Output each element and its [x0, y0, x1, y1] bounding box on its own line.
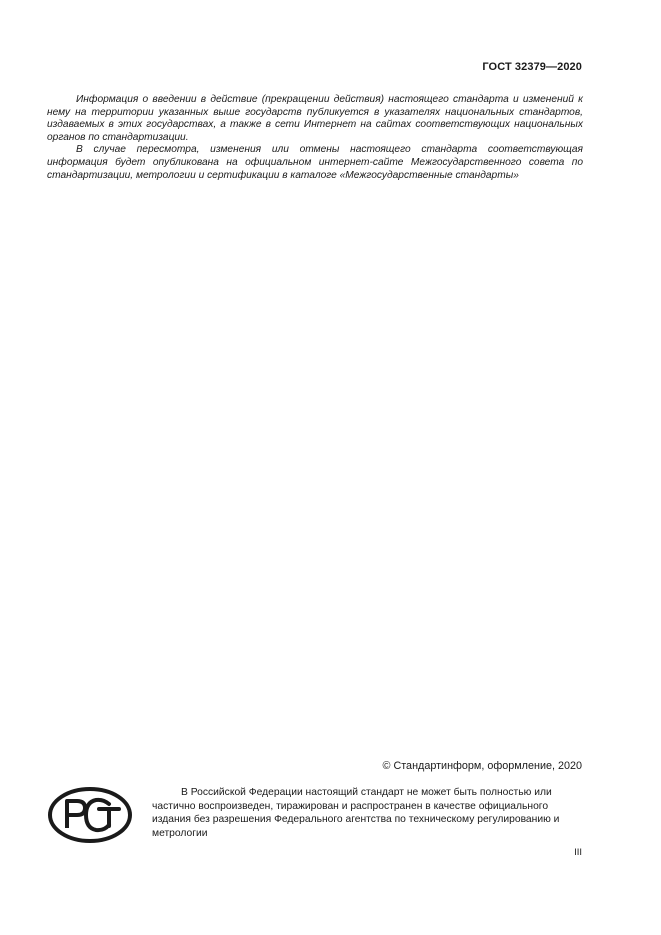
legal-notice — [152, 786, 585, 840]
rst-logo-icon — [47, 786, 133, 844]
page-number: III — [574, 847, 582, 858]
info-paragraph-introduction: Информация о введении в действие (прекращении действия) настоящего стандарта и изменений к нему на территории указанных выше государств публикуется в указателях национальных стандартов, издаваемых в этих государствах, а также в сети Интернет на сайтах соответствующих национальных органов по стандартизации. — [47, 94, 583, 143]
info-section — [47, 94, 583, 182]
info-paragraph-revision: В случае пересмотра, изменения или отмены настоящего стандарта соответствующая информация будет опубликована на официальном интернет-сайте Межгосударственного совета по стандартизации, метрологии и сертификации в каталоге «Межгосударственные стандарты» — [47, 144, 583, 181]
legal-notice-text: В Российской Федерации настоящий стандарт не может быть полностью или частично воспроизведен, тиражирован и распространен в качестве официального издания без разрешения Федерального агентства по техническому регулированию и метрологии — [152, 787, 560, 839]
document-code: ГОСТ 32379—2020 — [482, 61, 582, 73]
copyright-notice: © Стандартинформ, оформление, 2020 — [382, 760, 582, 772]
